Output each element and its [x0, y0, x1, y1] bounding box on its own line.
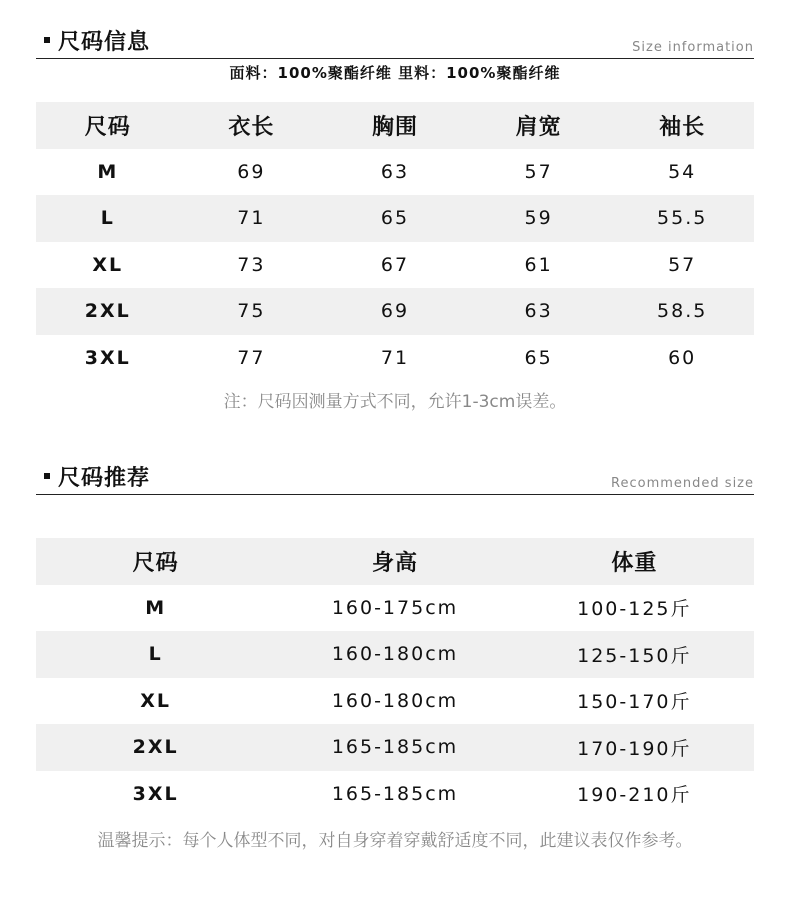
table-row [36, 195, 754, 242]
column-header: 身高 [371, 550, 418, 576]
table-cell: 3XL [84, 346, 131, 369]
table-cell: 57 [524, 160, 553, 183]
table-cell: 100-125斤 [577, 598, 692, 621]
table-cell: 2XL [84, 300, 131, 323]
table-cell: 75 [237, 300, 266, 323]
table-cell: 63 [380, 160, 410, 183]
table-cell: 160-180cm [331, 689, 459, 712]
bullet-icon [44, 473, 50, 479]
table-cell: 55.5 [657, 207, 708, 230]
table-cell: 59 [524, 207, 553, 230]
column-header: 衣长 [228, 114, 275, 140]
table-cell: 60 [668, 346, 697, 369]
table-cell: 125-150斤 [577, 644, 692, 667]
table-cell: 77 [237, 346, 266, 369]
table-cell: 57 [668, 253, 697, 276]
table-cell: 190-210斤 [577, 784, 692, 807]
table-cell: 150-170斤 [577, 691, 692, 714]
column-header: 胸围 [371, 114, 418, 140]
table-cell: 63 [524, 300, 553, 323]
size-rec-title-text: 尺码推荐 [58, 466, 151, 491]
table-cell: M [97, 160, 119, 183]
size-rec-subtitle: Recommended size [611, 476, 754, 491]
table-cell: 71 [380, 346, 410, 369]
table-row [36, 242, 754, 289]
column-header: 尺码 [84, 114, 131, 140]
table-header-row [36, 102, 754, 149]
table-cell: 54 [668, 160, 697, 183]
size-info-header [36, 28, 754, 59]
table-cell: XL [140, 689, 172, 712]
table-row [36, 335, 754, 382]
size-info-subtitle: Size information [632, 40, 754, 55]
table-header-row [36, 538, 754, 585]
table-cell: 65 [524, 346, 553, 369]
column-header: 体重 [611, 550, 658, 576]
table-cell: 71 [237, 207, 266, 230]
table-row [36, 678, 754, 725]
size-rec-header [36, 464, 754, 495]
table-cell: 73 [237, 253, 266, 276]
table-row [36, 631, 754, 678]
table-row [36, 585, 754, 632]
table-cell: 160-175cm [331, 596, 459, 619]
table-cell: 69 [237, 160, 266, 183]
size-rec-title [44, 461, 150, 492]
table-row [36, 771, 754, 818]
table-cell: 2XL [132, 736, 179, 759]
table-cell: L [100, 207, 115, 230]
table-row [36, 724, 754, 771]
table-row [36, 149, 754, 196]
table-cell: 165-185cm [331, 782, 459, 805]
size-info-table [36, 102, 754, 381]
table-cell: 65 [380, 207, 410, 230]
table-cell: 3XL [132, 782, 179, 805]
table-cell: 160-180cm [331, 643, 459, 666]
bullet-icon [44, 37, 50, 43]
size-rec-table [36, 538, 754, 817]
column-header: 肩宽 [515, 114, 562, 140]
size-info-title-text: 尺码信息 [58, 30, 151, 55]
size-rec-note: 温馨提示：每个人体型不同，对自身穿着穿戴舒适度不同，此建议表仅作参考。 [97, 831, 693, 851]
column-header: 尺码 [132, 550, 179, 576]
table-cell: L [148, 643, 163, 666]
column-header: 袖长 [659, 114, 706, 140]
table-cell: 61 [524, 253, 553, 276]
table-cell: 69 [380, 300, 410, 323]
table-cell: M [145, 596, 167, 619]
table-cell: XL [92, 253, 124, 276]
table-cell: 165-185cm [331, 736, 459, 759]
table-cell: 67 [380, 253, 410, 276]
size-info-title [44, 25, 150, 56]
fabric-info: 面料：100%聚酯纤维 里料：100%聚酯纤维 [229, 64, 561, 82]
size-info-note: 注：尺码因测量方式不同，允许1-3cm误差。 [223, 392, 567, 412]
table-cell: 58.5 [657, 300, 708, 323]
table-row [36, 288, 754, 335]
table-cell: 170-190斤 [577, 737, 692, 760]
